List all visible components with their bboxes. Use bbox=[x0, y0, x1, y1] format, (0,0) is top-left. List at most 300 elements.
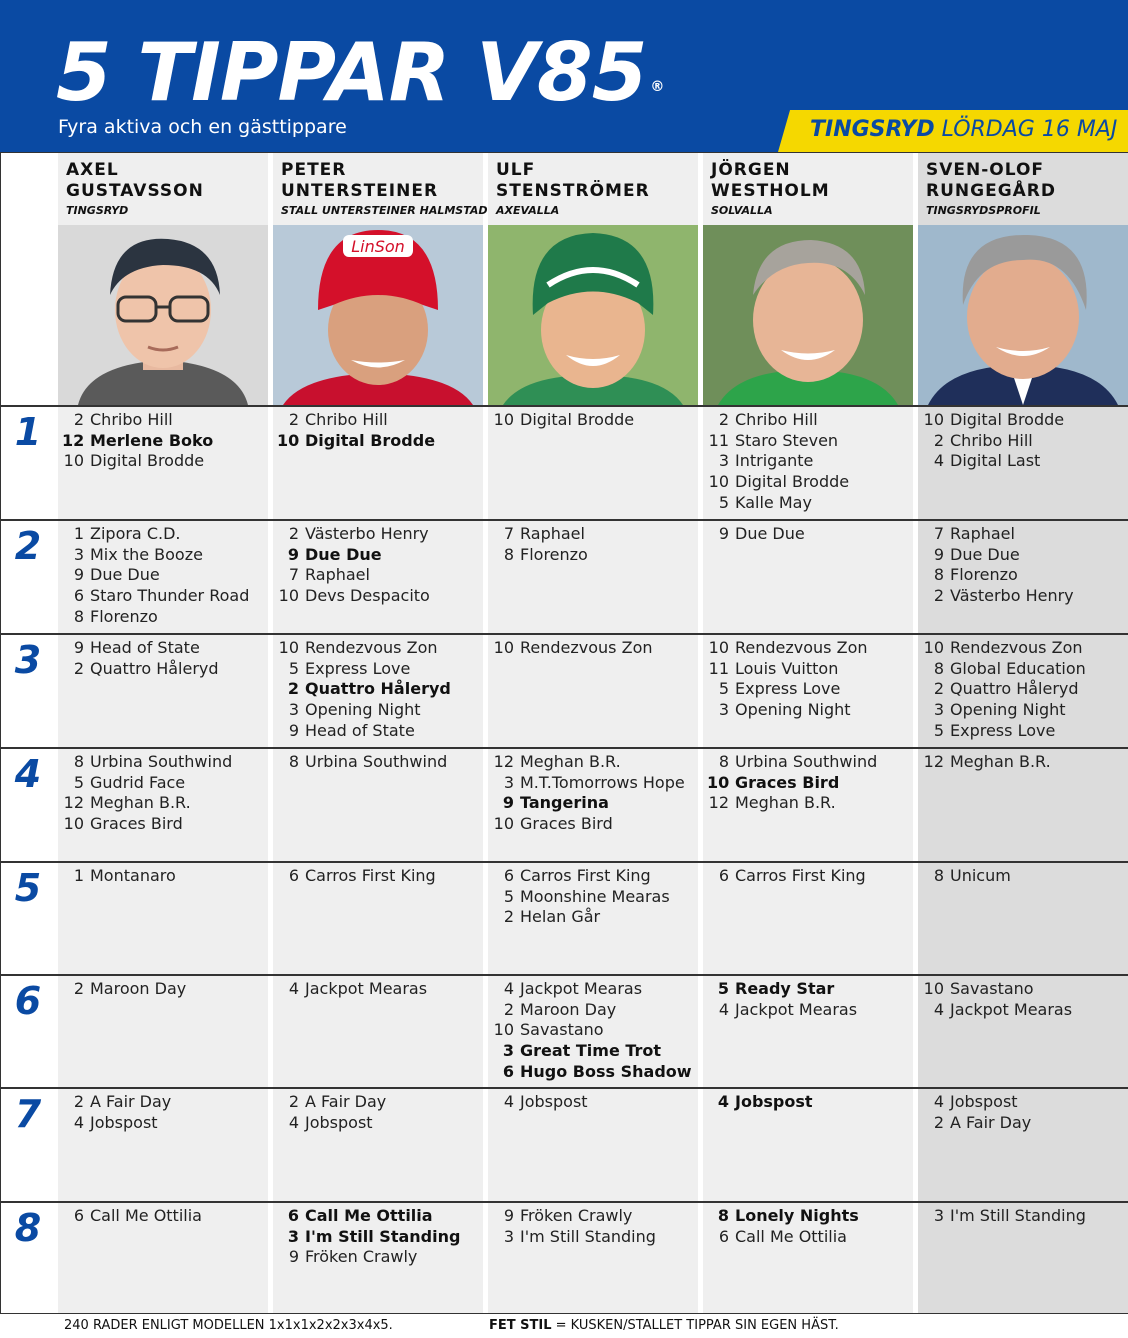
start-number: 12 bbox=[63, 793, 84, 813]
portrait-jorgen-westholm bbox=[703, 225, 913, 405]
start-number: 8 bbox=[933, 866, 944, 885]
horse-name: Opening Night bbox=[950, 700, 1066, 720]
tipster-last-name: STENSTRÖMER bbox=[496, 181, 650, 201]
horse-name: Savastano bbox=[520, 1020, 604, 1040]
horse-pick bbox=[922, 1113, 1031, 1134]
horse-name: Jackpot Mearas bbox=[305, 979, 428, 998]
start-number: 9 bbox=[73, 565, 84, 585]
start-number: 2 bbox=[73, 658, 84, 678]
horse-name: Montanaro bbox=[90, 866, 176, 885]
start-number: 3 bbox=[933, 1206, 944, 1225]
horse-pick bbox=[707, 1000, 857, 1021]
horse-name: Mix the Booze bbox=[90, 544, 203, 564]
horse-name: Fröken Crawly bbox=[305, 1247, 418, 1267]
horse-pick bbox=[707, 659, 868, 680]
picks-cell bbox=[62, 1092, 171, 1133]
date-banner-text bbox=[810, 117, 1117, 142]
horse-pick bbox=[62, 1113, 171, 1134]
horse-pick bbox=[492, 814, 685, 835]
start-number: 4 bbox=[933, 451, 944, 471]
horse-name: Jobspost bbox=[735, 1092, 813, 1111]
tipster-first-name: SVEN-OLOF bbox=[926, 160, 1045, 180]
tipster-affiliation: TINGSRYDSPROFIL bbox=[926, 204, 1041, 217]
start-number: 3 bbox=[503, 1226, 514, 1246]
race-row-divider bbox=[0, 519, 1128, 521]
horse-name: Chribo Hill bbox=[90, 410, 173, 429]
horse-pick bbox=[922, 1000, 1072, 1021]
tipster-first-name: ULF bbox=[496, 160, 536, 180]
horse-name: Chribo Hill bbox=[735, 410, 818, 429]
horse-pick bbox=[707, 431, 849, 452]
picks-cell bbox=[707, 866, 866, 887]
start-number: 2 bbox=[933, 586, 944, 606]
horse-name: A Fair Day bbox=[90, 1092, 172, 1111]
start-number: 10 bbox=[493, 410, 514, 429]
header-divider bbox=[0, 152, 1128, 153]
start-number: 9 bbox=[502, 793, 514, 813]
race-number: 6 bbox=[14, 979, 42, 1023]
horse-name: Due Due bbox=[305, 544, 382, 564]
start-number: 6 bbox=[718, 866, 729, 885]
horse-name: Graces Bird bbox=[735, 772, 840, 792]
horse-pick bbox=[922, 752, 1051, 773]
start-number: 10 bbox=[707, 772, 730, 792]
horse-pick bbox=[922, 979, 1072, 1000]
horse-name: Global Education bbox=[950, 658, 1086, 678]
start-number: 2 bbox=[288, 524, 299, 543]
start-number: 10 bbox=[278, 586, 299, 606]
horse-pick bbox=[922, 524, 1074, 545]
start-number: 2 bbox=[288, 410, 299, 429]
picks-cell bbox=[492, 979, 692, 1083]
horse-pick bbox=[62, 659, 219, 680]
start-number: 6 bbox=[73, 586, 84, 606]
horse-name: Urbina Southwind bbox=[735, 752, 878, 771]
horse-pick bbox=[707, 866, 866, 887]
tipster-header bbox=[711, 160, 830, 218]
start-number: 7 bbox=[933, 524, 944, 543]
horse-pick bbox=[277, 638, 451, 659]
start-number: 3 bbox=[73, 544, 84, 564]
tipster-header bbox=[496, 160, 650, 218]
start-number: 10 bbox=[277, 430, 300, 450]
horse-pick bbox=[277, 545, 430, 566]
horse-name: Graces Bird bbox=[90, 814, 183, 834]
picks-cell bbox=[707, 1206, 859, 1247]
race-row-divider bbox=[0, 405, 1128, 407]
start-number: 2 bbox=[933, 1112, 944, 1132]
horse-name: Lonely Nights bbox=[735, 1206, 859, 1225]
horse-name: Devs Despacito bbox=[305, 586, 430, 606]
horse-pick bbox=[492, 1000, 692, 1021]
tipster-last-name: WESTHOLM bbox=[711, 181, 830, 201]
horse-name: Great Time Trot bbox=[520, 1041, 662, 1061]
start-number: 10 bbox=[278, 638, 299, 657]
start-number: 12 bbox=[923, 752, 944, 771]
horse-pick bbox=[707, 793, 877, 814]
start-number: 2 bbox=[933, 679, 944, 699]
tipster-last-name: GUSTAVSSON bbox=[66, 181, 204, 201]
horse-name: Louis Vuitton bbox=[735, 658, 839, 678]
start-number: 10 bbox=[708, 638, 729, 657]
horse-pick bbox=[922, 679, 1086, 700]
start-number: 12 bbox=[708, 793, 729, 813]
horse-pick bbox=[277, 431, 435, 452]
horse-pick bbox=[492, 752, 685, 773]
start-number: 9 bbox=[288, 720, 299, 740]
horse-pick bbox=[707, 752, 877, 773]
horse-pick bbox=[922, 1092, 1031, 1113]
start-number: 2 bbox=[73, 1092, 84, 1111]
horse-pick bbox=[277, 524, 430, 545]
horse-name: Jobspost bbox=[90, 1112, 158, 1132]
horse-name: Rendezvous Zon bbox=[735, 638, 868, 657]
horse-pick bbox=[277, 866, 436, 887]
footer-legend-text: = KUSKEN/STALLET TIPPAR SIN EGEN HÄST. bbox=[551, 1318, 839, 1333]
horse-name: Urbina Southwind bbox=[305, 752, 448, 771]
horse-name: Merlene Boko bbox=[90, 430, 214, 450]
horse-name: A Fair Day bbox=[950, 1112, 1032, 1132]
start-number: 2 bbox=[73, 410, 84, 429]
horse-name: Digital Last bbox=[950, 451, 1041, 471]
horse-name: Digital Brodde bbox=[90, 451, 205, 471]
picks-cell bbox=[277, 866, 436, 887]
start-number: 11 bbox=[708, 430, 729, 450]
picks-cell bbox=[62, 638, 219, 679]
race-number: 2 bbox=[14, 524, 42, 568]
horse-name: Jobspost bbox=[305, 1112, 373, 1132]
horse-pick bbox=[707, 1227, 859, 1248]
tipster-header bbox=[926, 160, 1056, 218]
tipster-last-name: UNTERSTEINER bbox=[281, 181, 439, 201]
horse-pick bbox=[277, 565, 430, 586]
horse-pick bbox=[62, 1092, 171, 1113]
start-number: 10 bbox=[493, 814, 514, 834]
picks-cell bbox=[922, 752, 1051, 773]
horse-pick bbox=[277, 410, 435, 431]
horse-pick bbox=[277, 659, 451, 680]
start-number: 7 bbox=[503, 524, 514, 543]
picks-cell bbox=[922, 638, 1086, 742]
horse-name: Jackpot Mearas bbox=[950, 999, 1073, 1019]
horse-name: Florenzo bbox=[520, 544, 588, 564]
race-number: 1 bbox=[14, 410, 42, 454]
horse-pick bbox=[922, 721, 1086, 742]
picks-cell bbox=[277, 752, 447, 773]
horse-pick bbox=[707, 679, 868, 700]
horse-name: Graces Bird bbox=[520, 814, 613, 834]
horse-name: Head of State bbox=[305, 720, 415, 740]
start-number: 1 bbox=[73, 524, 84, 543]
horse-pick bbox=[492, 866, 670, 887]
horse-pick bbox=[62, 793, 232, 814]
page-subtitle: Fyra aktiva och en gästtippare bbox=[58, 116, 347, 138]
horse-name: Tangerina bbox=[520, 793, 609, 813]
start-number: 4 bbox=[503, 1092, 514, 1111]
race-row-divider bbox=[0, 1087, 1128, 1089]
horse-pick bbox=[492, 773, 685, 794]
horse-name: Rendezvous Zon bbox=[305, 638, 438, 657]
horse-name: Meghan B.R. bbox=[90, 793, 191, 813]
start-number: 5 bbox=[718, 679, 729, 699]
picks-cell bbox=[922, 866, 1011, 887]
horse-name: Meghan B.R. bbox=[520, 752, 621, 771]
start-number: 6 bbox=[503, 866, 514, 885]
portrait-ulf-stenstromer bbox=[488, 225, 698, 405]
horse-pick bbox=[277, 979, 427, 1000]
horse-name: I'm Still Standing bbox=[305, 1226, 461, 1246]
horse-name: Intrigante bbox=[735, 451, 814, 471]
horse-name: Florenzo bbox=[950, 565, 1018, 585]
horse-pick bbox=[707, 638, 868, 659]
start-number: 8 bbox=[503, 544, 514, 564]
horse-pick bbox=[492, 545, 588, 566]
horse-pick bbox=[922, 410, 1064, 431]
horse-pick bbox=[492, 1062, 692, 1083]
picks-cell bbox=[492, 1092, 588, 1113]
start-number: 8 bbox=[718, 752, 729, 771]
start-number: 4 bbox=[933, 999, 944, 1019]
horse-name: Carros First King bbox=[520, 866, 651, 885]
horse-pick bbox=[62, 814, 232, 835]
picks-cell bbox=[492, 524, 588, 565]
horse-name: Raphael bbox=[950, 524, 1015, 543]
horse-name: Jobspost bbox=[520, 1092, 588, 1111]
race-row-divider bbox=[0, 1201, 1128, 1203]
horse-name: A Fair Day bbox=[305, 1092, 387, 1111]
horse-pick bbox=[707, 472, 849, 493]
start-number: 8 bbox=[717, 1206, 729, 1225]
start-number: 4 bbox=[717, 1092, 729, 1111]
horse-pick bbox=[277, 1247, 460, 1268]
start-number: 4 bbox=[288, 1112, 299, 1132]
start-number: 4 bbox=[288, 979, 299, 998]
race-row-divider bbox=[0, 861, 1128, 863]
tipster-affiliation: TINGSRYD bbox=[66, 204, 129, 217]
race-number: 8 bbox=[14, 1206, 42, 1250]
start-number: 3 bbox=[502, 1041, 514, 1061]
horse-pick bbox=[922, 586, 1074, 607]
start-number: 4 bbox=[718, 999, 729, 1019]
start-number: 2 bbox=[73, 979, 84, 998]
picks-cell bbox=[277, 1206, 460, 1268]
horse-name: Helan Går bbox=[520, 907, 601, 927]
picks-cell bbox=[62, 866, 176, 887]
start-number: 5 bbox=[933, 720, 944, 740]
start-number: 6 bbox=[73, 1206, 84, 1225]
horse-name: Carros First King bbox=[735, 866, 866, 885]
portrait-axel-gustavsson bbox=[58, 225, 268, 405]
horse-pick bbox=[922, 565, 1074, 586]
horse-pick bbox=[62, 1206, 202, 1227]
horse-name: Due Due bbox=[735, 524, 805, 543]
race-number: 3 bbox=[14, 638, 42, 682]
horse-name: Meghan B.R. bbox=[950, 752, 1051, 771]
start-number: 2 bbox=[933, 430, 944, 450]
horse-name: Ready Star bbox=[735, 979, 835, 998]
horse-pick bbox=[62, 607, 249, 628]
start-number: 9 bbox=[503, 1206, 514, 1225]
picks-cell bbox=[707, 410, 849, 514]
picks-cell bbox=[62, 1206, 202, 1227]
start-number: 9 bbox=[287, 544, 299, 564]
horse-pick bbox=[492, 887, 670, 908]
horse-name: Carros First King bbox=[305, 866, 436, 885]
start-number: 3 bbox=[718, 700, 729, 720]
horse-name: Jobspost bbox=[950, 1092, 1018, 1111]
horse-pick bbox=[277, 1227, 460, 1248]
horse-name: Unicum bbox=[950, 866, 1011, 885]
start-number: 10 bbox=[923, 638, 944, 657]
picks-cell bbox=[277, 1092, 386, 1133]
horse-name: M.T.Tomorrows Hope bbox=[520, 772, 685, 792]
horse-name: Digital Brodde bbox=[950, 410, 1065, 429]
start-number: 4 bbox=[73, 1112, 84, 1132]
tipster-affiliation: SOLVALLA bbox=[711, 204, 773, 217]
horse-name: Staro Steven bbox=[735, 430, 839, 450]
horse-name: Chribo Hill bbox=[950, 430, 1033, 450]
horse-pick bbox=[492, 907, 670, 928]
start-number: 8 bbox=[73, 752, 84, 771]
start-number: 10 bbox=[708, 472, 729, 492]
start-number: 4 bbox=[933, 1092, 944, 1111]
horse-name: Due Due bbox=[90, 565, 160, 585]
start-number: 8 bbox=[933, 565, 944, 585]
horse-pick bbox=[707, 979, 857, 1000]
footer-legend bbox=[489, 1314, 839, 1338]
start-number: 8 bbox=[288, 752, 299, 771]
tipster-first-name: PETER bbox=[281, 160, 347, 180]
horse-pick bbox=[707, 700, 868, 721]
picks-cell bbox=[62, 752, 232, 835]
horse-name: Hugo Boss Shadow bbox=[520, 1061, 692, 1081]
start-number: 9 bbox=[718, 524, 729, 543]
horse-name: Västerbo Henry bbox=[950, 586, 1074, 606]
picks-cell bbox=[707, 1092, 813, 1113]
horse-pick bbox=[62, 431, 213, 452]
picks-cell bbox=[492, 752, 685, 835]
start-number: 11 bbox=[708, 658, 729, 678]
horse-pick bbox=[922, 1206, 1086, 1227]
start-number: 8 bbox=[933, 658, 944, 678]
horse-name: Quattro Håleryd bbox=[950, 679, 1079, 699]
horse-name: Fröken Crawly bbox=[520, 1206, 633, 1225]
start-number: 9 bbox=[73, 638, 84, 657]
horse-name: Moonshine Mearas bbox=[520, 886, 670, 906]
horse-pick bbox=[922, 431, 1064, 452]
picks-cell bbox=[492, 638, 653, 659]
horse-pick bbox=[492, 524, 588, 545]
horse-name: I'm Still Standing bbox=[520, 1226, 656, 1246]
picks-cell bbox=[922, 979, 1072, 1020]
horse-pick bbox=[492, 638, 653, 659]
race-number: 7 bbox=[14, 1092, 42, 1136]
date-label: LÖRDAG 16 MAJ bbox=[941, 117, 1118, 142]
tipster-first-name: AXEL bbox=[66, 160, 119, 180]
race-row-divider bbox=[0, 747, 1128, 749]
start-number: 8 bbox=[73, 606, 84, 626]
horse-pick bbox=[707, 451, 849, 472]
start-number: 12 bbox=[493, 752, 514, 771]
start-number: 5 bbox=[288, 658, 299, 678]
horse-pick bbox=[277, 1092, 386, 1113]
horse-name: Savastano bbox=[950, 979, 1034, 998]
tipster-affiliation: AXEVALLA bbox=[496, 204, 560, 217]
horse-name: Maroon Day bbox=[520, 999, 617, 1019]
horse-pick bbox=[277, 1113, 386, 1134]
picks-cell bbox=[62, 410, 213, 472]
tipster-header bbox=[66, 160, 204, 218]
footer-model-note: 240 RADER ENLIGT MODELLEN 1x1x1x2x2x3x4x5. bbox=[64, 1318, 393, 1333]
horse-pick bbox=[707, 773, 877, 794]
portrait-peter-untersteiner bbox=[273, 225, 483, 405]
horse-pick bbox=[62, 524, 249, 545]
horse-name: Digital Brodde bbox=[305, 430, 436, 450]
start-number: 10 bbox=[923, 979, 944, 998]
start-number: 2 bbox=[503, 907, 514, 927]
horse-name: Gudrid Face bbox=[90, 772, 186, 792]
start-number: 1 bbox=[73, 866, 84, 885]
horse-name: Jackpot Mearas bbox=[520, 979, 643, 998]
start-number: 12 bbox=[62, 430, 85, 450]
tipster-header bbox=[281, 160, 488, 218]
registered-mark: ® bbox=[650, 79, 664, 95]
start-number: 9 bbox=[933, 544, 944, 564]
horse-name: Jackpot Mearas bbox=[735, 999, 858, 1019]
start-number: 10 bbox=[493, 1020, 514, 1040]
svg-text:LinSon: LinSon bbox=[351, 237, 405, 256]
picks-cell bbox=[492, 1206, 656, 1247]
horse-pick bbox=[277, 679, 451, 700]
horse-name: Rendezvous Zon bbox=[520, 638, 653, 657]
horse-name: Chribo Hill bbox=[305, 410, 388, 429]
horse-name: Opening Night bbox=[305, 700, 421, 720]
start-number: 5 bbox=[73, 772, 84, 792]
horse-name: Zipora C.D. bbox=[90, 524, 181, 543]
start-number: 3 bbox=[933, 700, 944, 720]
horse-name: Digital Brodde bbox=[735, 472, 850, 492]
horse-pick bbox=[492, 793, 685, 814]
start-number: 6 bbox=[718, 1226, 729, 1246]
start-number: 3 bbox=[503, 772, 514, 792]
horse-name: Västerbo Henry bbox=[305, 524, 429, 543]
page-header bbox=[0, 0, 1128, 152]
picks-cell bbox=[707, 524, 805, 545]
footer-legend-bold: FET STIL bbox=[489, 1318, 552, 1333]
horse-name: Express Love bbox=[305, 658, 411, 678]
tipster-affiliation: STALL UNTERSTEINER HALMSTAD bbox=[281, 204, 488, 217]
start-number: 6 bbox=[502, 1061, 514, 1081]
race-row-divider bbox=[0, 633, 1128, 635]
picks-cell bbox=[707, 638, 868, 721]
left-border bbox=[0, 152, 1, 1314]
horse-pick bbox=[62, 773, 232, 794]
horse-name: Due Due bbox=[950, 544, 1020, 564]
horse-pick bbox=[62, 752, 232, 773]
race-number: 4 bbox=[14, 752, 42, 796]
picks-cell bbox=[922, 1206, 1086, 1227]
horse-pick bbox=[62, 979, 186, 1000]
picks-cell bbox=[922, 410, 1064, 472]
picks-cell bbox=[277, 410, 435, 451]
horse-name: Raphael bbox=[520, 524, 585, 543]
horse-pick bbox=[492, 1227, 656, 1248]
tipster-first-name: JÖRGEN bbox=[711, 160, 791, 180]
horse-pick bbox=[62, 565, 249, 586]
tipster-last-name: RUNGEGÅRD bbox=[926, 181, 1057, 201]
picks-cell bbox=[277, 979, 427, 1000]
picks-cell bbox=[62, 979, 186, 1000]
